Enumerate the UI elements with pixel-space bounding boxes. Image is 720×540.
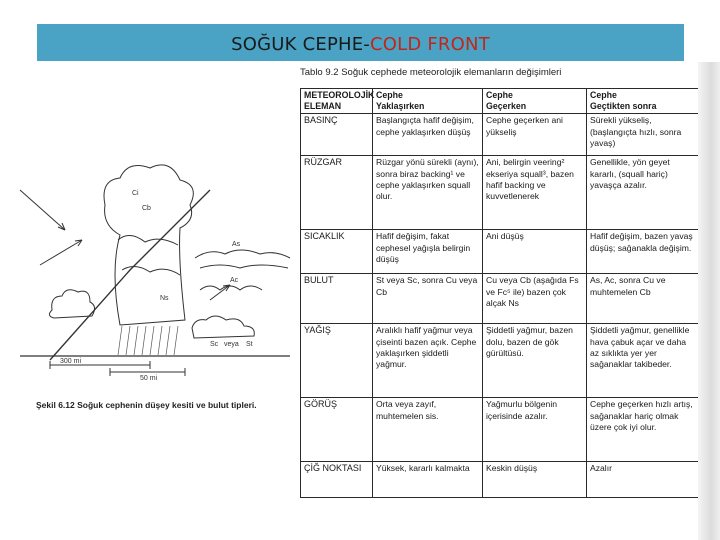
table-row	[301, 398, 699, 462]
label-sc: Sc	[210, 341, 219, 348]
row-label: GÖRÜŞ	[301, 398, 373, 462]
label-as: As	[232, 241, 241, 248]
row-label: ÇİĞ NOKTASI	[301, 462, 373, 498]
table-cell: Keskin düşüş	[483, 462, 587, 498]
table-caption: Tablo 9.2 Soğuk cephede meteorolojik elemanların değişimleri	[300, 67, 562, 78]
table-cell: Hafif değişim, bazen yavaş düşüş; sağanakla değişim.	[587, 230, 699, 274]
label-st: St	[246, 341, 253, 348]
table-cell: Azalır	[587, 462, 699, 498]
table-cell: Başlangıçta hafif değişim, cephe yaklaşırken düşüş	[373, 114, 483, 156]
figure-caption: Şekil 6.12 Soğuk cephenin düşey kesiti ve bulut tipleri.	[36, 400, 257, 410]
table-cell: Cephe geçerken hızlı artış, sağanaklar hariç olmak üzere çok iyi olur.	[587, 398, 699, 462]
table-cell: Şiddetli yağmur, genellikle hava çabuk açar ve daha az sıklıkta yer yer sağanaklar takibeder.	[587, 324, 699, 398]
header-after: Cephe Geçtikten sonra	[587, 89, 699, 114]
label-ac: Ac	[230, 277, 239, 284]
page-title	[37, 24, 684, 66]
label-50mi: 50 mi	[140, 375, 158, 382]
table-row	[301, 324, 699, 398]
row-label: RÜZGAR	[301, 156, 373, 230]
table-cell: Yüksek, kararlı kalmakta	[373, 462, 483, 498]
as-layer	[195, 250, 290, 258]
table-cell: Genellikle, yön geyet kararlı, (squall hariç) yavaşça azalır.	[587, 156, 699, 230]
table-cell: Yağmurlu bölgenin içerisinde azalır.	[483, 398, 587, 462]
table-cell: As, Ac, sonra Cu ve muhtemelen Cb	[587, 274, 699, 324]
ac-layer	[200, 286, 262, 290]
header-passing: Cephe Geçerken	[483, 89, 587, 114]
row-label: YAĞIŞ	[301, 324, 373, 398]
table-cell: St veya Sc, sonra Cu veya Cb	[373, 274, 483, 324]
meteorology-table-wrap	[300, 88, 698, 498]
meteorology-table	[300, 88, 699, 498]
label-ns: Ns	[160, 295, 169, 302]
label-cb: Cb	[142, 205, 151, 212]
frontal-surface	[50, 190, 210, 360]
table-row	[301, 230, 699, 274]
table-cell: Cephe geçerken ani yükseliş	[483, 114, 587, 156]
row-label: BULUT	[301, 274, 373, 324]
label-300mi: 300 mi	[60, 358, 82, 365]
wind-arrow	[20, 190, 65, 230]
table-cell: Aralıklı hafif yağmur veya çiseinti bazen açık. Cephe yaklaşırken şiddetli yağmur.	[373, 324, 483, 398]
table-row	[301, 114, 699, 156]
table-cell: Sürekli yükseliş, (başlangıçta hızlı, sonra yavaş)	[587, 114, 699, 156]
table-cell: Orta veya zayıf, muhtemelen sis.	[373, 398, 483, 462]
cb-cloud-outline	[104, 165, 193, 325]
table-cell: Ani düşüş	[483, 230, 587, 274]
table-cell: Şiddetli yağmur, bazen dolu, bazen de gök gürültüsü.	[483, 324, 587, 398]
title-main: SOĞUK CEPHE-	[231, 34, 370, 55]
title-english: COLD FRONT	[370, 34, 490, 55]
scan-edge-shadow	[698, 62, 720, 540]
table-header-row	[301, 89, 699, 114]
table-cell: Cu veya Cb (aşağıda Fs ve Fc⁵ ile) bazen çok alçak Ns	[483, 274, 587, 324]
row-label: SICAKLIK	[301, 230, 373, 274]
table-cell: Ani, belirgin veering² ekseriya squall³, bazen hafif backing ve kuvvetlenerek	[483, 156, 587, 230]
sc-cloud	[192, 316, 254, 338]
table-row	[301, 462, 699, 498]
rain-shafts	[118, 326, 178, 355]
table-row	[301, 274, 699, 324]
cold-front-sketch	[10, 150, 295, 420]
title-bar	[37, 24, 684, 61]
label-ci: Ci	[132, 190, 139, 197]
table-cell: Hafif değişim, fakat cephesel yağışla belirgin düşüş	[373, 230, 483, 274]
header-element: METEOROLOJİK ELEMAN	[301, 89, 373, 114]
label-veya: veya	[224, 341, 239, 348]
header-approaching: Cephe Yaklaşırken	[373, 89, 483, 114]
table-cell: Rüzgar yönü sürekli (aynı), sonra biraz backing¹ ve cephe yaklaşırken squall olur.	[373, 156, 483, 230]
row-label: BASINÇ	[301, 114, 373, 156]
cu-cloud	[49, 290, 94, 318]
table-row	[301, 156, 699, 230]
